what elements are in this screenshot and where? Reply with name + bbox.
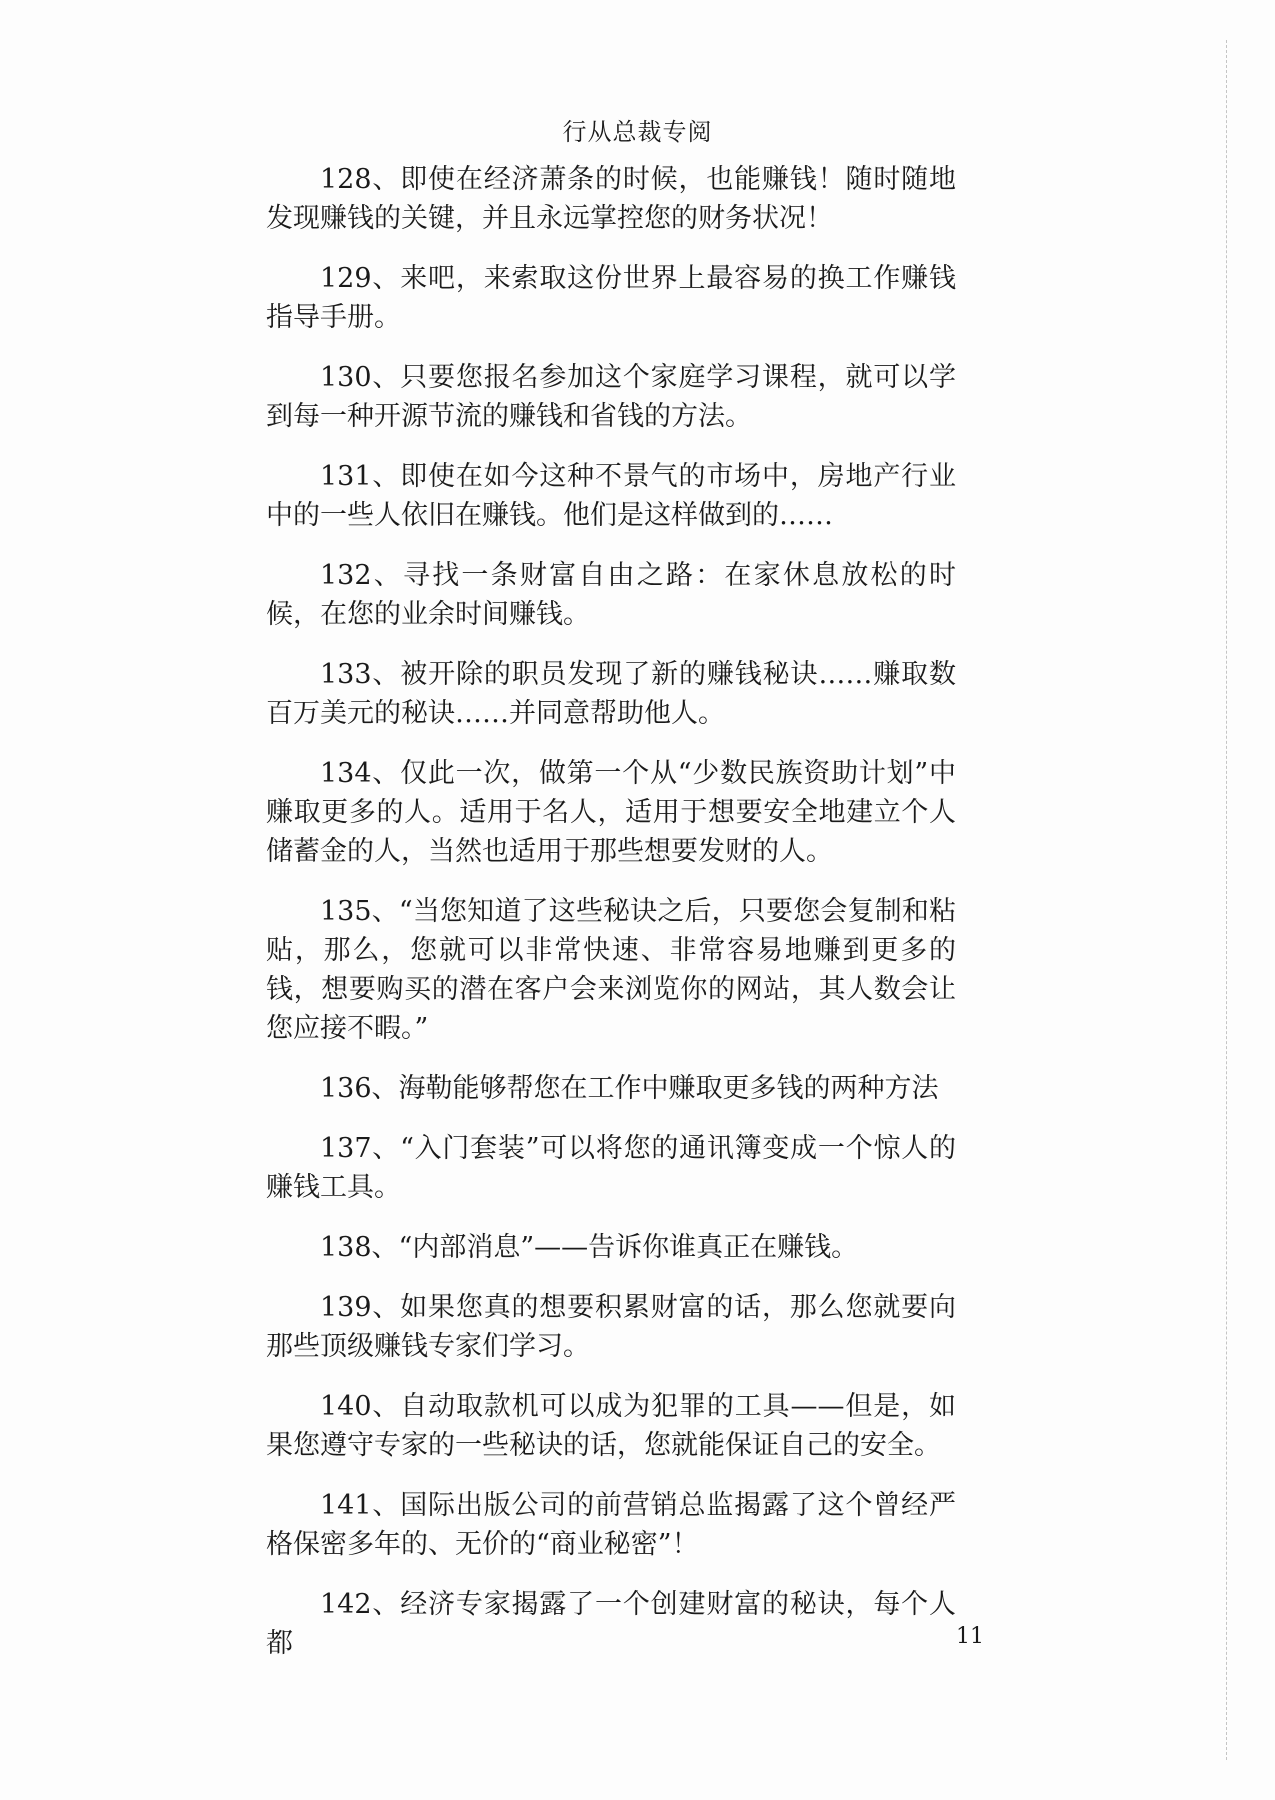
paragraph-142: 142、经济专家揭露了一个创建财富的秘诀，每个人都 <box>266 1589 956 1659</box>
page-number: 11 <box>956 1624 984 1649</box>
paragraph-129: 129、来吧，来索取这份世界上最容易的换工作赚钱指导手册。 <box>266 263 956 333</box>
paragraph-141: 141、国际出版公司的前营销总监揭露了这个曾经严格保密多年的、无价的“商业秘密”！ <box>266 1490 956 1560</box>
page-header: 行从总裁专阅 <box>562 118 713 146</box>
paragraph-136: 136、海勒能够帮您在工作中赚取更多钱的两种方法 <box>320 1073 939 1104</box>
paragraph-133: 133、被开除的职员发现了新的赚钱秘诀……赚取数百万美元的秘诀……并同意帮助他人。 <box>266 659 956 729</box>
paragraph-139: 139、如果您真的想要积累财富的话，那么您就要向那些顶级赚钱专家们学习。 <box>266 1292 956 1362</box>
page-body <box>266 160 956 1684</box>
paragraph-135: 135、“当您知道了这些秘诀之后，只要您会复制和粘贴，那么，您就可以非常快速、非常容易地赚到更多的钱，想要购买的潜在客户会来浏览你的网站，其人数会让您应接不暇。” <box>266 896 956 1044</box>
paragraph-140: 140、自动取款机可以成为犯罪的工具——但是，如果您遵守专家的一些秘诀的话，您就能保证自己的安全。 <box>266 1391 956 1461</box>
paragraph-132: 132、寻找一条财富自由之路：在家休息放松的时候，在您的业余时间赚钱。 <box>266 560 956 630</box>
paragraph-137: 137、“入门套装”可以将您的通讯簿变成一个惊人的赚钱工具。 <box>266 1133 956 1203</box>
paragraph-130: 130、只要您报名参加这个家庭学习课程，就可以学到每一种开源节流的赚钱和省钱的方法。 <box>266 362 956 432</box>
scan-edge-line <box>1226 40 1227 1760</box>
paragraph-131: 131、即使在如今这种不景气的市场中，房地产行业中的一些人依旧在赚钱。他们是这样做到的…… <box>266 461 956 531</box>
paragraph-128: 128、即使在经济萧条的时候，也能赚钱！随时随地发现赚钱的关键，并且永远掌控您的财务状况！ <box>266 164 956 234</box>
paragraph-134: 134、仅此一次，做第一个从“少数民族资助计划”中赚取更多的人。适用于名人，适用于想要安全地建立个人储蓄金的人，当然也适用于那些想要发财的人。 <box>266 758 956 867</box>
paragraph-138: 138、“内部消息”——告诉你谁真正在赚钱。 <box>320 1232 859 1263</box>
